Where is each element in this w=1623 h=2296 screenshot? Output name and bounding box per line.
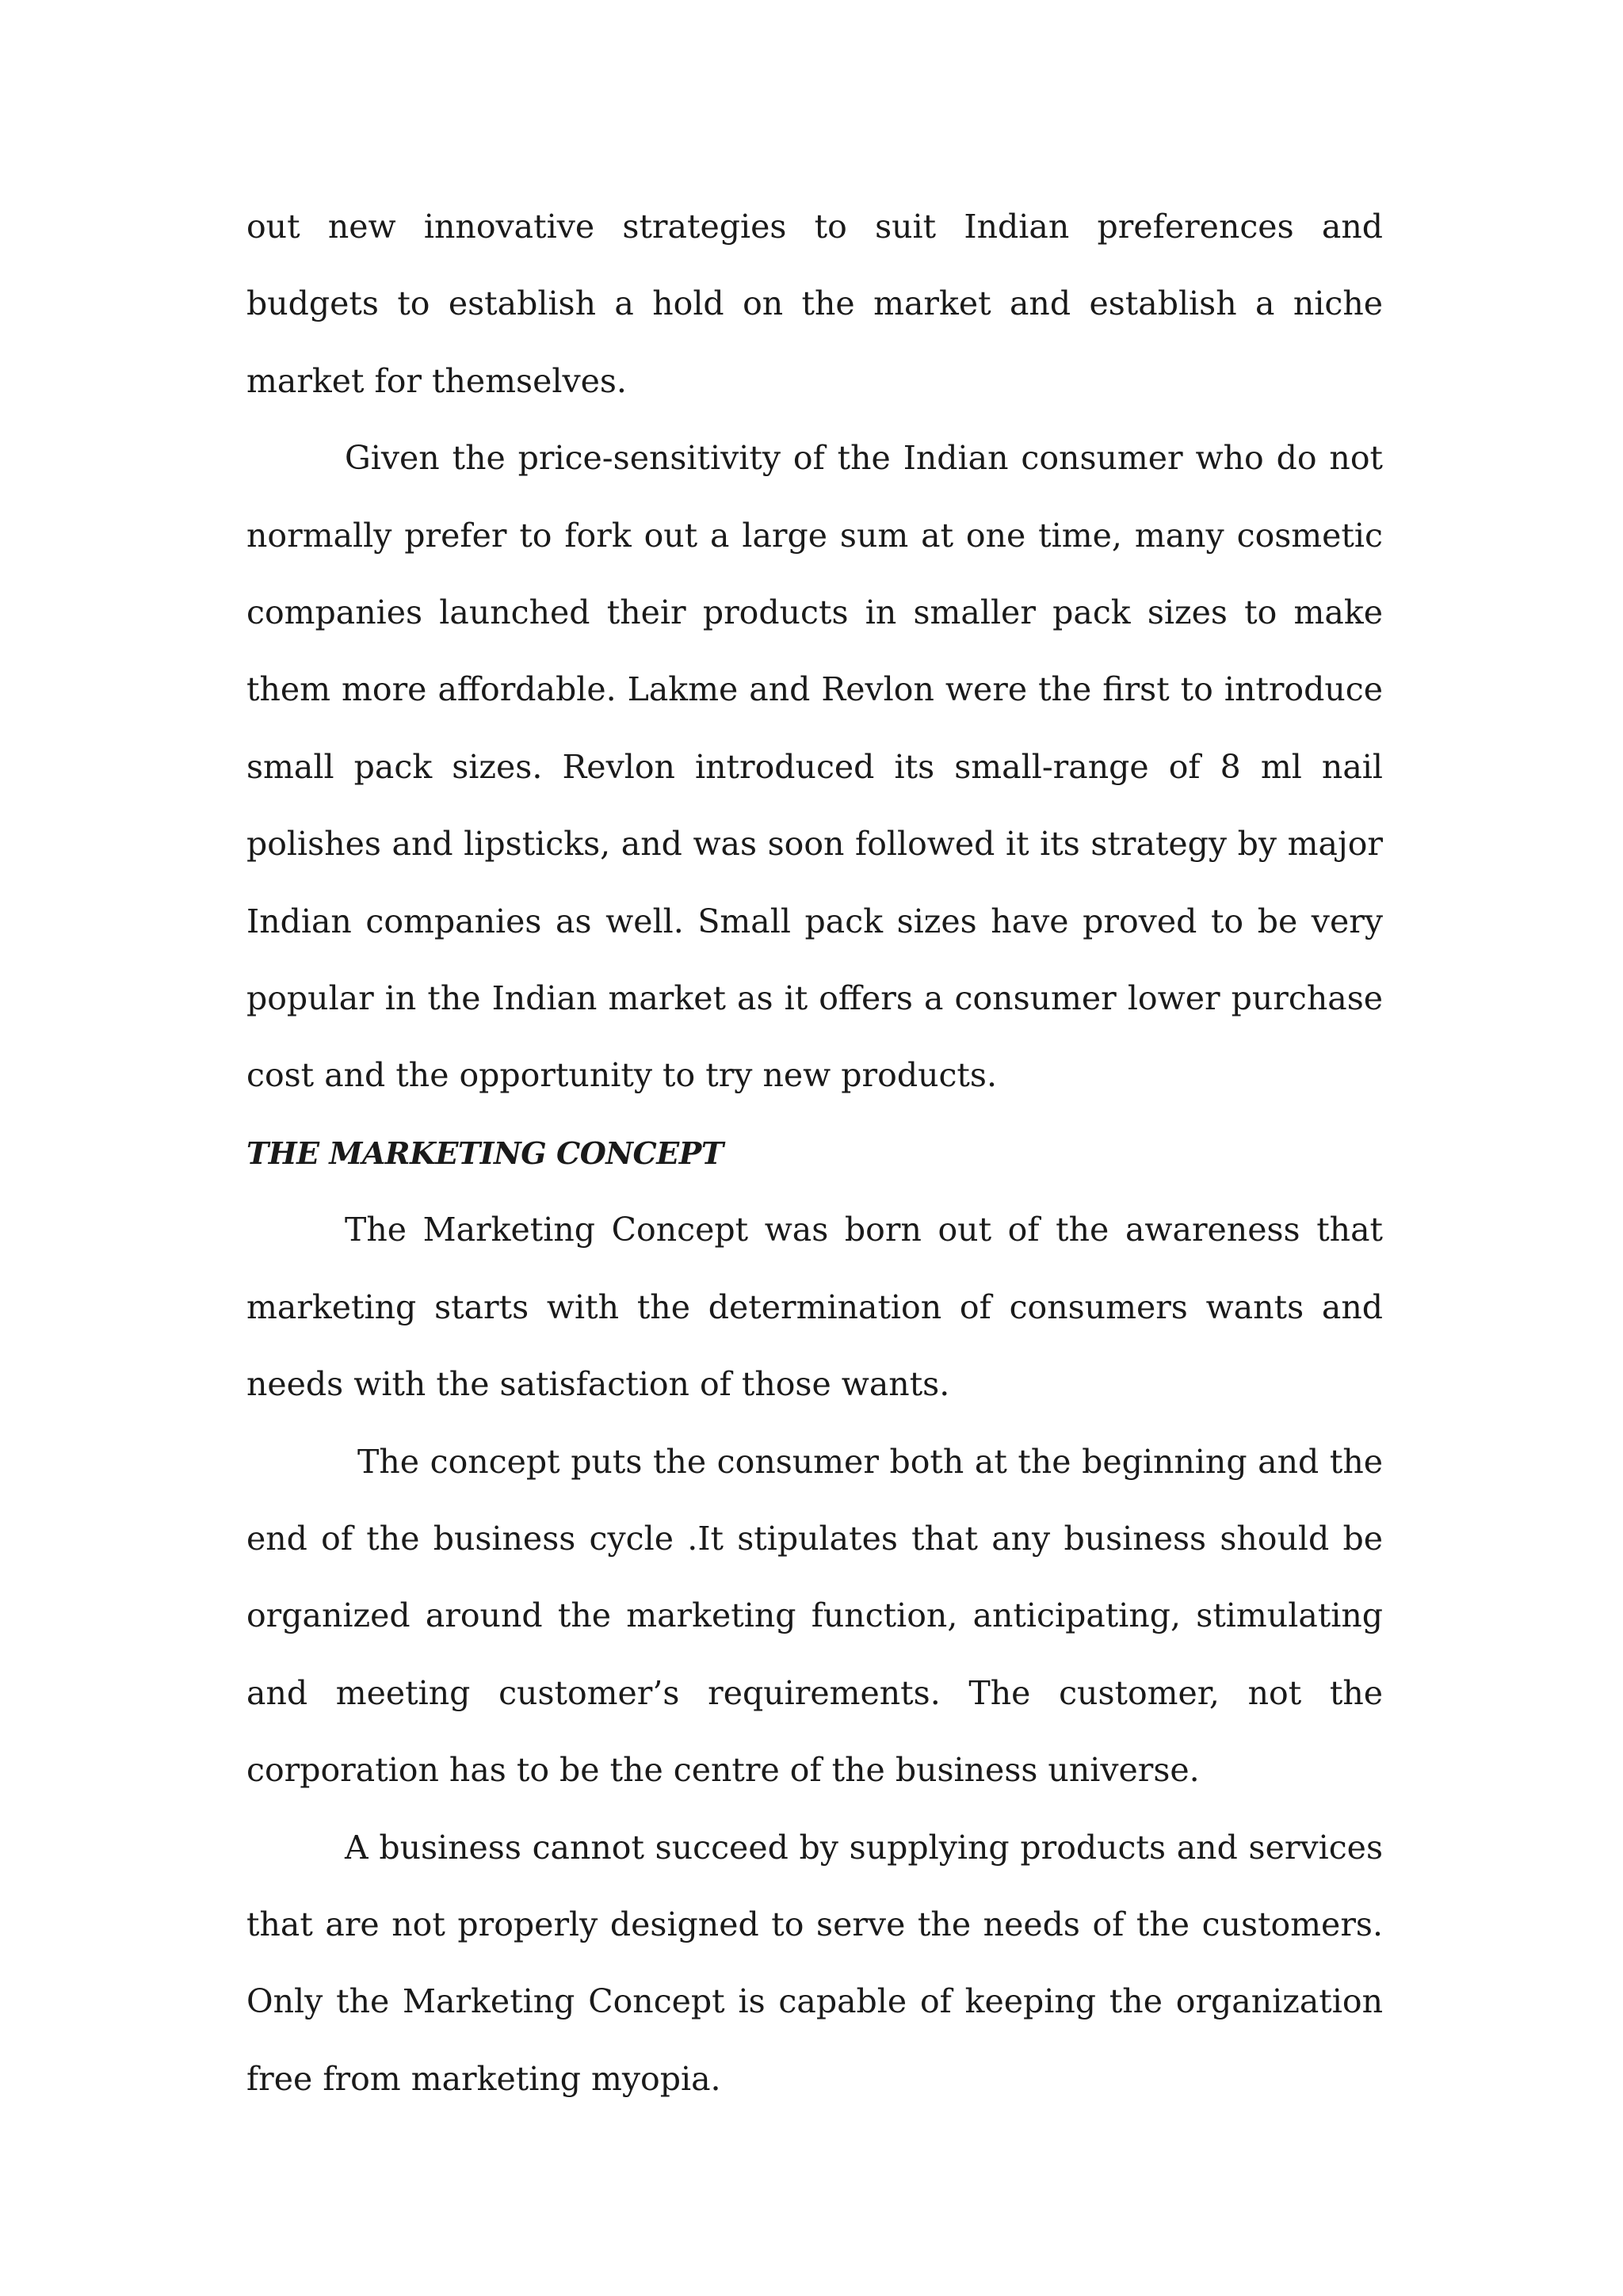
paragraph-consumer-centre: The concept puts the consumer both at the beginning and the end of the business cycle .It stipulates that any business should be organized around the marketing function, anticipating, stimulating and meeting customer’s requirements. The customer, not the corporation has to be the centre of the business universe. bbox=[246, 1442, 1383, 1790]
section-heading: THE MARKETING CONCEPT bbox=[246, 1135, 724, 1171]
paragraph-marketing-myopia: A business cannot succeed by supplying products and services that are not properly designed to serve the needs of the customers. Only the Marketing Concept is capable of keeping the organization free from marketing myopia. bbox=[246, 1828, 1383, 2098]
paragraph-marketing-concept-origin: The Marketing Concept was born out of the awareness that marketing starts with the determination of consumers wants and needs with the satisfaction of those wants. bbox=[246, 1211, 1383, 1404]
paragraph-pack-sizes: Given the price-sensitivity of the Indian consumer who do not normally prefer to fork out a large sum at one time, many cosmetic companies launched their products in smaller pack sizes to make them more affordable. Lakme and Revlon were the first to introduce small pack sizes. Revlon introduced its small-range of 8 ml nail polishes and lipsticks, and was soon followed it its strategy by major Indian companies as well. Small pack sizes have proved to be very popular in the Indian market as it offers a consumer lower purchase cost and the opportunity to try new products. bbox=[246, 439, 1383, 1095]
paragraph-continuation: out new innovative strategies to suit Indian preferences and budgets to establish a hold on the market and establish a niche market for themselves. bbox=[246, 208, 1383, 400]
document-body bbox=[246, 189, 1383, 2118]
